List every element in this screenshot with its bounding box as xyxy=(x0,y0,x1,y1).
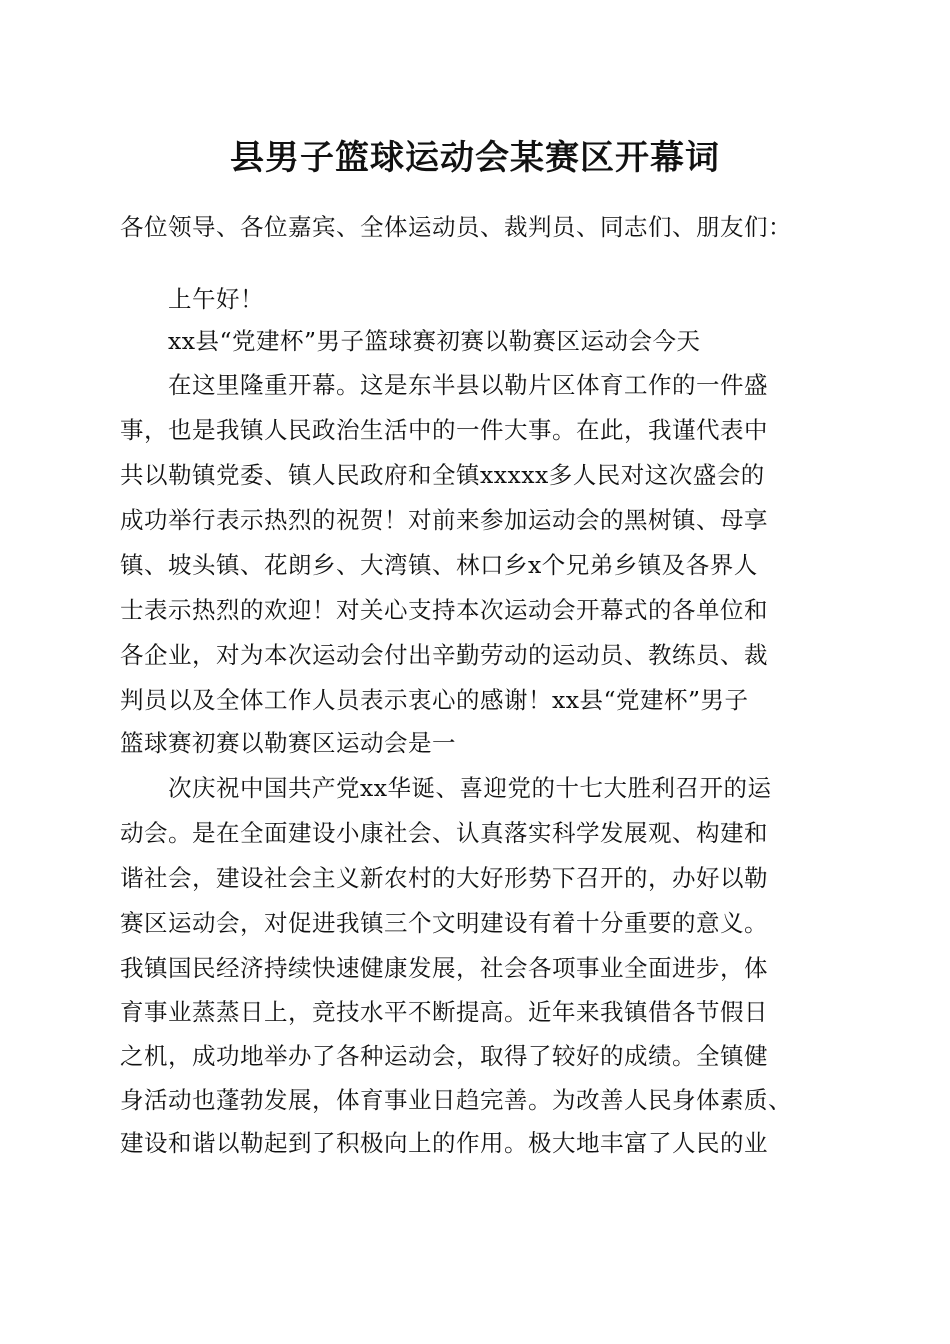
body-line: 各企业，对为本次运动会付出辛勤劳动的运动员、教练员、裁 xyxy=(120,641,768,669)
body-line: 动会。是在全面建设小康社会、认真落实科学发展观、构建和 xyxy=(120,819,768,847)
body-line: xx县“党建杯”男子篮球赛初赛以勒赛区运动会今天 xyxy=(168,327,701,355)
salutation-line: 各位领导、各位嘉宾、全体运动员、裁判员、同志们、朋友们： xyxy=(120,213,792,241)
body-line: 镇、坡头镇、花朗乡、大湾镇、林口乡x个兄弟乡镇及各界人 xyxy=(120,551,758,579)
body-line: 育事业蒸蒸日上，竞技水平不断提高。近年来我镇借各节假日 xyxy=(120,998,768,1026)
body-line: 判员以及全体工作人员表示衷心的感谢！xx县“党建杯”男子 xyxy=(120,686,749,714)
body-line: 士表示热烈的欢迎！对关心支持本次运动会开幕式的各单位和 xyxy=(120,596,768,624)
greeting-line: 上午好！ xyxy=(168,285,264,313)
document-title: 县男子篮球运动会某赛区开幕词 xyxy=(230,138,720,178)
body-line: 篮球赛初赛以勒赛区运动会是一 xyxy=(120,729,456,757)
body-line: 赛区运动会，对促进我镇三个文明建设有着十分重要的意义。 xyxy=(120,909,768,937)
body-line: 成功举行表示热烈的祝贺！对前来参加运动会的黑树镇、母享 xyxy=(120,506,768,534)
body-line: 身活动也蓬勃发展，体育事业日趋完善。为改善人民身体素质、 xyxy=(120,1086,792,1114)
body-line: 事，也是我镇人民政治生活中的一件大事。在此，我谨代表中 xyxy=(120,416,768,444)
body-line: 谐社会，建设社会主义新农村的大好形势下召开的，办好以勒 xyxy=(120,864,768,892)
body-line: 建设和谐以勒起到了积极向上的作用。极大地丰富了人民的业 xyxy=(120,1129,768,1157)
body-line: 之机，成功地举办了各种运动会，取得了较好的成绩。全镇健 xyxy=(120,1042,768,1070)
body-line: 次庆祝中国共产党xx华诞、喜迎党的十七大胜利召开的运 xyxy=(168,774,772,802)
body-line: 共以勒镇党委、镇人民政府和全镇xxxxx多人民对这次盛会的 xyxy=(120,461,765,489)
body-line: 在这里隆重开幕。这是东半县以勒片区体育工作的一件盛 xyxy=(168,371,768,399)
body-line: 我镇国民经济持续快速健康发展，社会各项事业全面进步，体 xyxy=(120,954,768,982)
